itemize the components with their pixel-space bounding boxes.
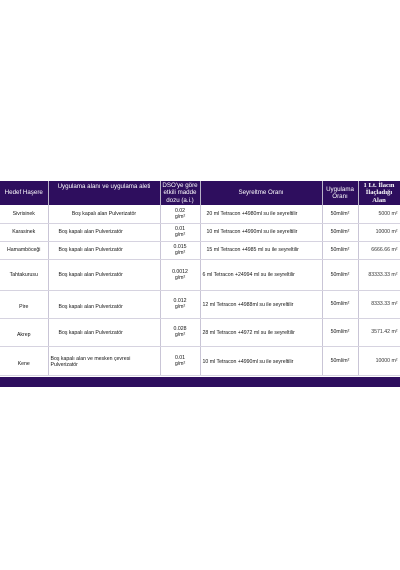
header-area: Uygulama alanı ve uygulama aleti <box>48 181 160 205</box>
dose-unit: g/m² <box>174 274 186 281</box>
footer-bar <box>0 377 400 387</box>
header-pest: Hedef Haşere <box>0 181 48 205</box>
total-cell: 8333.33 m² <box>358 290 400 318</box>
pest-cell: Hamamböceği <box>0 241 48 259</box>
area-cell: Boş kapalı alan ve mesken çevresi Pulverizatör <box>48 346 160 375</box>
area-cell: Boş kapalı alan Pulverizatör <box>48 223 160 241</box>
rate-cell: 50ml/m² <box>322 318 358 346</box>
area-cell: Boş kapalı alan Pulverizatör <box>48 241 160 259</box>
dose-value: 0.0012 <box>172 268 188 275</box>
rate-cell: 50ml/m² <box>322 259 358 290</box>
header-dilution: Seyreltme Oranı <box>200 181 322 205</box>
pest-cell: Akrep <box>0 318 48 346</box>
total-cell: 83333.33 m² <box>358 259 400 290</box>
table-row <box>0 241 400 259</box>
total-cell: 3571.42 m² <box>358 318 400 346</box>
table-row <box>0 259 400 290</box>
table-row <box>0 346 400 375</box>
pest-cell: Pire <box>0 290 48 318</box>
dilution-cell: 12 ml Tetracon +4988ml su ile seyreltilir <box>200 290 322 318</box>
table-row <box>0 290 400 318</box>
rate-cell: 50ml/m² <box>322 290 358 318</box>
header-rate: Uygulama Oranı <box>322 181 358 205</box>
dose-unit: g/m² <box>174 360 186 367</box>
header-row <box>0 181 400 205</box>
rate-cell: 50ml/m² <box>322 223 358 241</box>
dosage-table <box>0 181 400 376</box>
area-cell: Boş kapalı alan Pulverizatör <box>48 290 160 318</box>
dose-value: 0.02 <box>174 207 186 214</box>
dose-value: 0.01 <box>174 226 186 232</box>
total-cell: 10000 m² <box>358 346 400 375</box>
dilution-cell: 10 ml Tetracon +4990ml su ile seyreltilir <box>200 346 322 375</box>
dose-value: 0.012 <box>173 298 187 304</box>
dose-unit: g/m² <box>174 304 186 310</box>
dilution-cell: 20 ml Tetracon +4980ml su ile seyreltilir <box>200 205 322 223</box>
dose-cell <box>160 346 200 375</box>
dilution-cell: 28 ml Tetracon +4972 ml su ile seyreltilir <box>200 318 322 346</box>
header-dose: DSO'ye göre etkili madde dozu (a.i.) <box>160 181 200 205</box>
dose-unit: g/m² <box>174 232 186 238</box>
rate-cell: 50ml/m² <box>322 346 358 375</box>
dilution-cell: 15 ml Tetracon +4985 ml su ile seyreltilir <box>200 241 322 259</box>
dose-cell <box>160 223 200 241</box>
dilution-cell: 10 ml Tetracon +4990ml su ile seyreltilir <box>200 223 322 241</box>
pest-cell: Karasinek <box>0 223 48 241</box>
rate-cell: 50ml/m² <box>322 241 358 259</box>
dose-value: 0.01 <box>174 354 186 361</box>
table-row <box>0 318 400 346</box>
dose-unit: g/m² <box>174 213 186 220</box>
dose-value: 0.015 <box>173 244 187 250</box>
dose-unit: g/m² <box>174 332 186 338</box>
area-cell: Boş kapalı alan Pulverizatör <box>48 205 160 223</box>
dose-cell <box>160 241 200 259</box>
table-row <box>0 205 400 223</box>
pest-cell: Sivrisinek <box>0 205 48 223</box>
dose-unit: g/m² <box>174 250 186 256</box>
header-total: 1 Lt. İlacın İlaçladığı Alan <box>358 181 400 205</box>
pest-cell: Tahtakurusu <box>0 259 48 290</box>
total-cell: 5000 m² <box>358 205 400 223</box>
total-cell: 6666.66 m² <box>358 241 400 259</box>
dose-cell <box>160 290 200 318</box>
pest-cell: Kene <box>0 346 48 375</box>
dose-cell <box>160 259 200 290</box>
dilution-cell: 6 ml Tetracon +24994 ml su ile seyreltilir <box>200 259 322 290</box>
area-cell: Boş kapalı alan Pulverizatör <box>48 318 160 346</box>
table-row <box>0 223 400 241</box>
dose-cell <box>160 205 200 223</box>
dose-cell <box>160 318 200 346</box>
area-cell: Boş kapalı alan Pulverizatör <box>48 259 160 290</box>
total-cell: 10000 m² <box>358 223 400 241</box>
dose-value: 0.028 <box>173 326 187 332</box>
rate-cell: 50ml/m² <box>322 205 358 223</box>
